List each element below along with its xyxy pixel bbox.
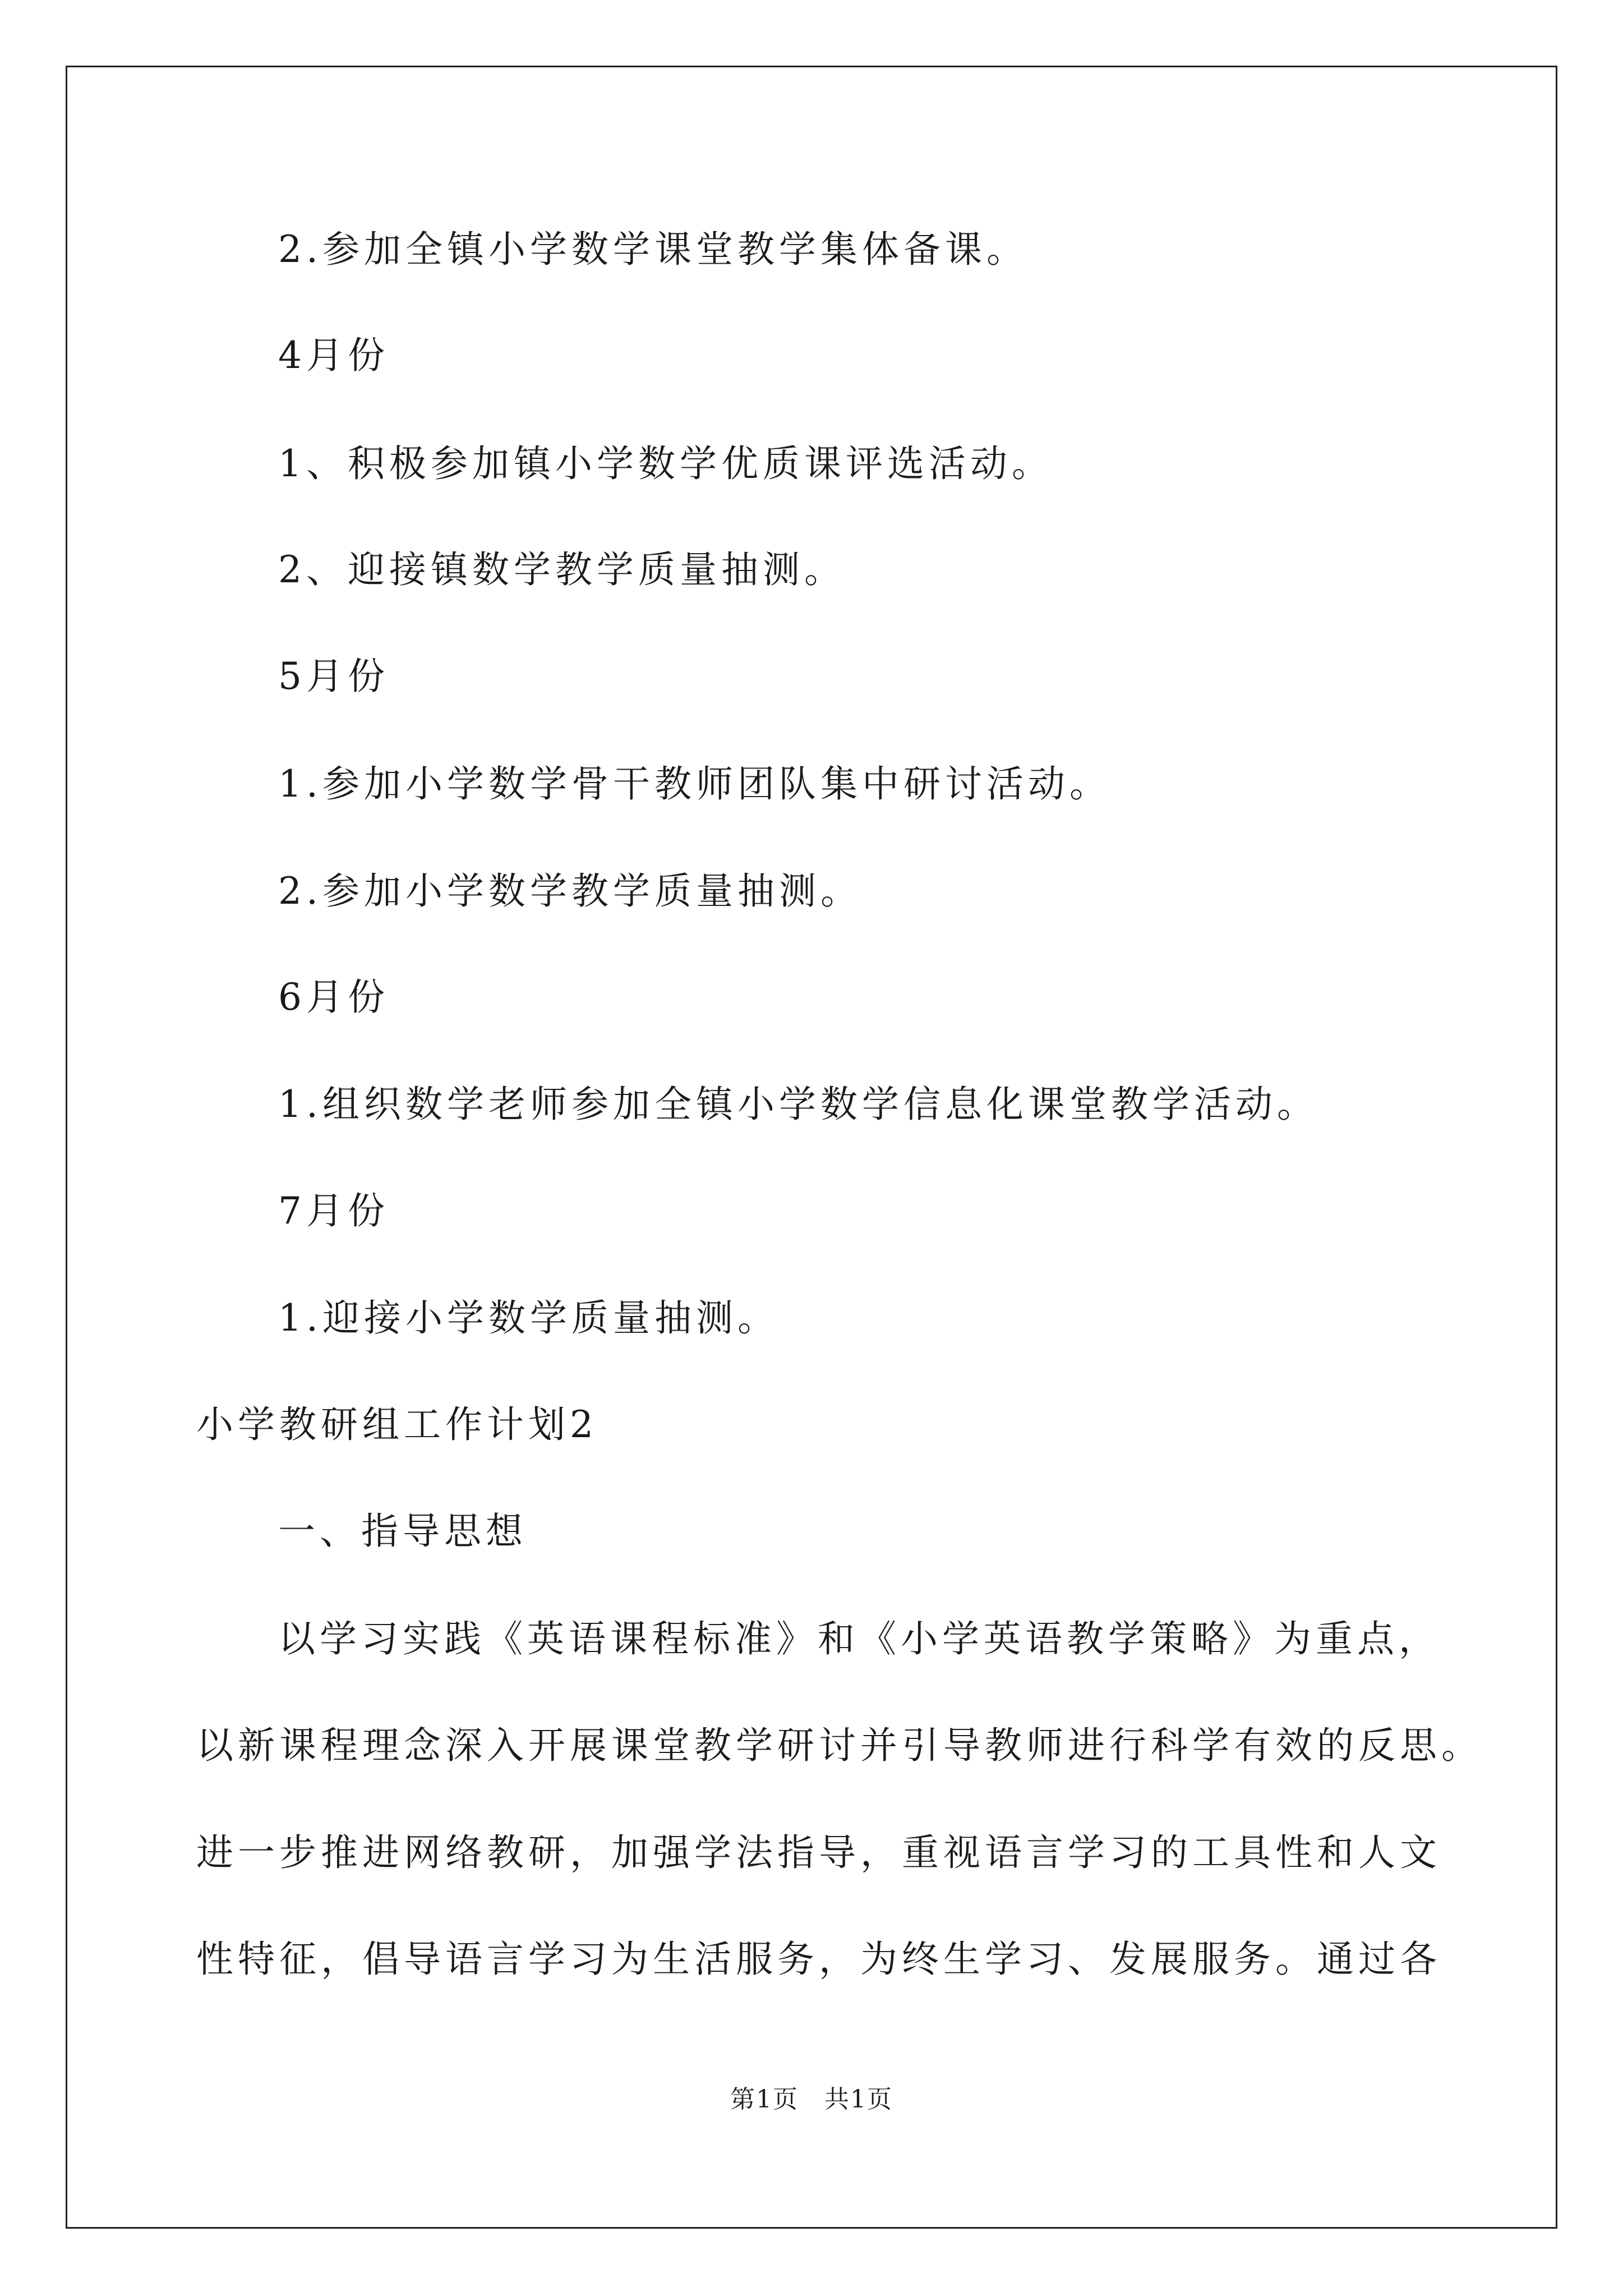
paragraph-line: 性特征，倡导语言学习为生活服务，为终生学习、发展服务。通过各	[196, 1938, 1441, 1981]
text-line: 1、积极参加镇小学数学优质课评选活动。	[278, 442, 1053, 485]
month-heading: 6月份	[278, 976, 389, 1019]
section-title: 小学教研组工作计划2	[196, 1403, 598, 1446]
page-border	[66, 66, 1557, 2229]
section-heading: 一、指导思想	[278, 1510, 527, 1553]
paragraph-line: 进一步推进网络教研，加强学法指导，重视语言学习的工具性和人文	[196, 1831, 1441, 1874]
text-line: 2.参加小学数学教学质量抽测。	[278, 869, 862, 913]
month-heading: 4月份	[278, 334, 389, 377]
paragraph-line: 以新课程理念深入开展课堂教学研讨并引导教师进行科学有效的反思。	[196, 1724, 1483, 1767]
text-line: 2、迎接镇数学教学质量抽测。	[278, 548, 846, 591]
text-line: 1.迎接小学数学质量抽测。	[278, 1296, 779, 1340]
paragraph-line: 以学习实践《英语课程标准》和《小学英语教学策略》为重点，	[278, 1617, 1440, 1660]
page-footer: 第1页 共1页	[730, 2085, 893, 2114]
month-heading: 7月份	[278, 1189, 389, 1232]
text-line: 1.参加小学数学骨干教师团队集中研讨活动。	[278, 762, 1111, 806]
text-line: 1.组织数学老师参加全镇小学数学信息化课堂教学活动。	[278, 1083, 1318, 1126]
text-line: 2.参加全镇小学数学课堂教学集体备课。	[278, 228, 1028, 271]
month-heading: 5月份	[278, 655, 389, 698]
